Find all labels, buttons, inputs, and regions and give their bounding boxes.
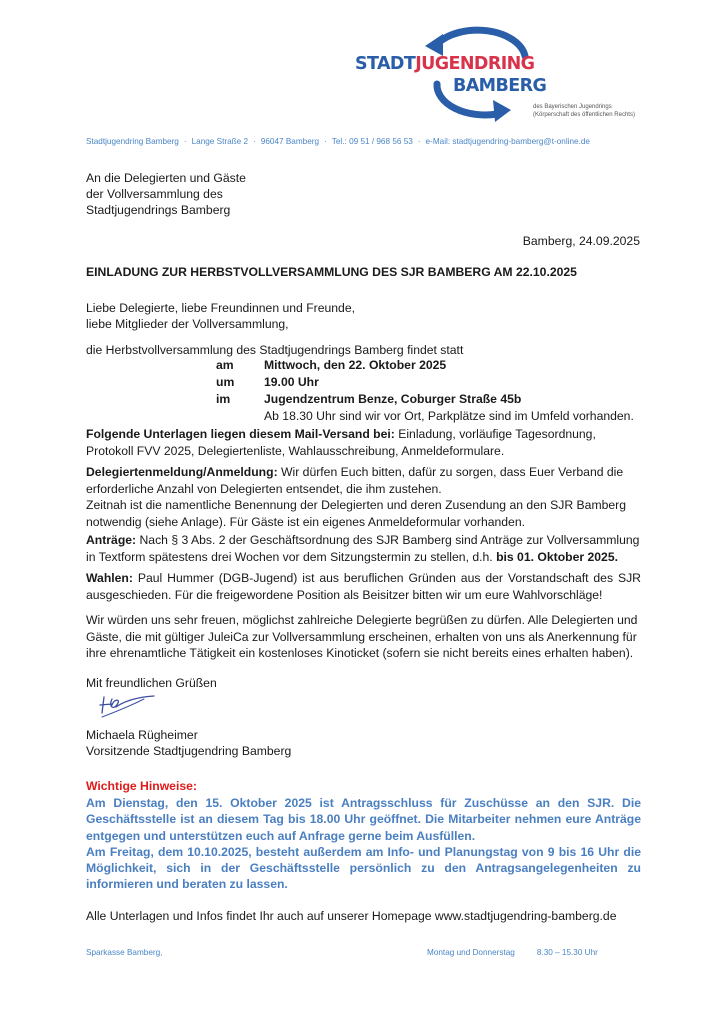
event-details — [216, 357, 634, 425]
detail-row-date: am Mittwoch, den 22. Oktober 2025 — [216, 358, 447, 372]
detail-row-time: um 19.00 Uhr — [216, 375, 319, 389]
footer-bank: Sparkasse Bamberg, — [86, 948, 163, 957]
detail-row-note: Ab 18.30 Uhr sind wir vor Ort, Parkplätze sind im Umfeld vorhanden. — [264, 409, 634, 423]
paragraph-motions: Anträge: Nach § 3 Abs. 2 der Geschäftsordnung des SJR Bamberg sind Anträge zur Vollversammlung in Textform spätestens drei Wochen vor dem Sitzungstermin zu stellen, d.h. bis 01. Oktober 2025. — [86, 533, 640, 564]
logo-wordmark-line2: BAMBERG — [453, 76, 547, 96]
footer-office-hours: Montag und Donnerstag 8.30 – 15.30 Uhr — [427, 948, 598, 957]
paragraph-elections: Wahlen: Paul Hummer (DGB-Jugend) ist aus beruflichen Gründen aus der Vorstandschaft des SJR ausgeschieden. Für die freigewordene Position als Beisitzer bitten wir um eure Wahlvorschläge! — [86, 571, 641, 602]
letter-date: Bamberg, 24.09.2025 — [522, 234, 640, 248]
intro-line: die Herbstvollversammlung des Stadtjugendrings Bamberg findet statt — [86, 343, 464, 357]
important-notes-title: Wichtige Hinweise: — [86, 779, 197, 793]
paragraph-attachments: Folgende Unterlagen liegen diesem Mail-Versand bei: Einladung, vorläufige Tagesordnung, Protokoll FVV 2025, Delegiertenliste, Wahlausschreibung, Anmeldeformulare. — [86, 427, 596, 458]
important-notes-body: Am Dienstag, den 15. Oktober 2025 ist Antragsschluss für Zuschüsse an den SJR. Die Geschäftsstelle ist an diesem Tag bis 18.00 Uhr geöffnet. Die Mitarbeiter nehmen eure Anträge entgegen und unterstützen euch auf Anfrage gerne beim Ausfüllen. Am Freitag, dem 10.10.2025, besteht außerdem am Info- und Planungstag von 9 bis 16 Uhr die Möglichkeit, sich in der Geschäftsstelle persönlich zu den Antragsangelegenheiten zu informieren und beraten zu lassen. — [86, 796, 641, 892]
greeting: Liebe Delegierte, liebe Freundinnen und Freunde, liebe Mitglieder der Vollversammlung, — [86, 301, 355, 331]
email-link[interactable]: e-Mail: stadtjugendring-bamberg@t-online.de — [425, 137, 590, 146]
logo-subtitle: des Bayerischen Jugendrings (Körperschaft des öffentlichen Rechts) — [533, 104, 635, 118]
signature-icon — [98, 693, 158, 728]
signer-block: Michaela Rügheimer Vorsitzende Stadtjugendring Bamberg — [86, 728, 292, 758]
logo-wordmark-line1: STADTJUGENDRING — [355, 54, 535, 74]
recipient-block: An die Delegierten und Gäste der Vollversammlung des Stadtjugendrings Bamberg — [86, 171, 246, 217]
paragraph-welcome: Wir würden uns sehr freuen, möglichst zahlreiche Delegierte begrüßen zu dürfen. Alle Delegierten und Gäste, die mit gültiger JuleiCa zur Vollversammlung erscheinen, erhalten von uns als Anerkennung für ihre ehrenamtliche Tätigkeit ein kostenloses Kinoticket (sofern sie nicht bereits eines erhalten haben). — [86, 613, 638, 660]
paragraph-delegate-registration: Delegiertenmeldung/Anmeldung: Wir dürfen Euch bitten, dafür zu sorgen, dass Euer Verband die erforderliche Anzahl von Delegierten entsendet, die ihm zustehen. Zeitnah ist die namentliche Benennung der Delegierten und deren Zusendung an den SJR Bamberg notwendig (siehe Anlage). Für Gäste ist ein eigenes Anmeldeformular vorhanden. — [86, 465, 626, 529]
homepage-note: Alle Unterlagen und Infos findet Ihr auch auf unserer Homepage www.stadtjugendring-bamberg.de — [86, 909, 617, 923]
detail-row-location: im Jugendzentrum Benze, Coburger Straße 45b — [216, 392, 522, 406]
closing: Mit freundlichen Grüßen — [86, 676, 217, 690]
sender-address-line: Stadtjugendring Bamberg · Lange Straße 2 · 96047 Bamberg · Tel.: 09 51 / 968 56 53 · e-Mail: stadtjugendring-bamberg@t-online.de — [86, 137, 590, 146]
letter-title: EINLADUNG ZUR HERBSTVOLLVERSAMMLUNG DES SJR BAMBERG AM 22.10.2025 — [86, 265, 577, 279]
sjr-logo — [355, 22, 645, 122]
